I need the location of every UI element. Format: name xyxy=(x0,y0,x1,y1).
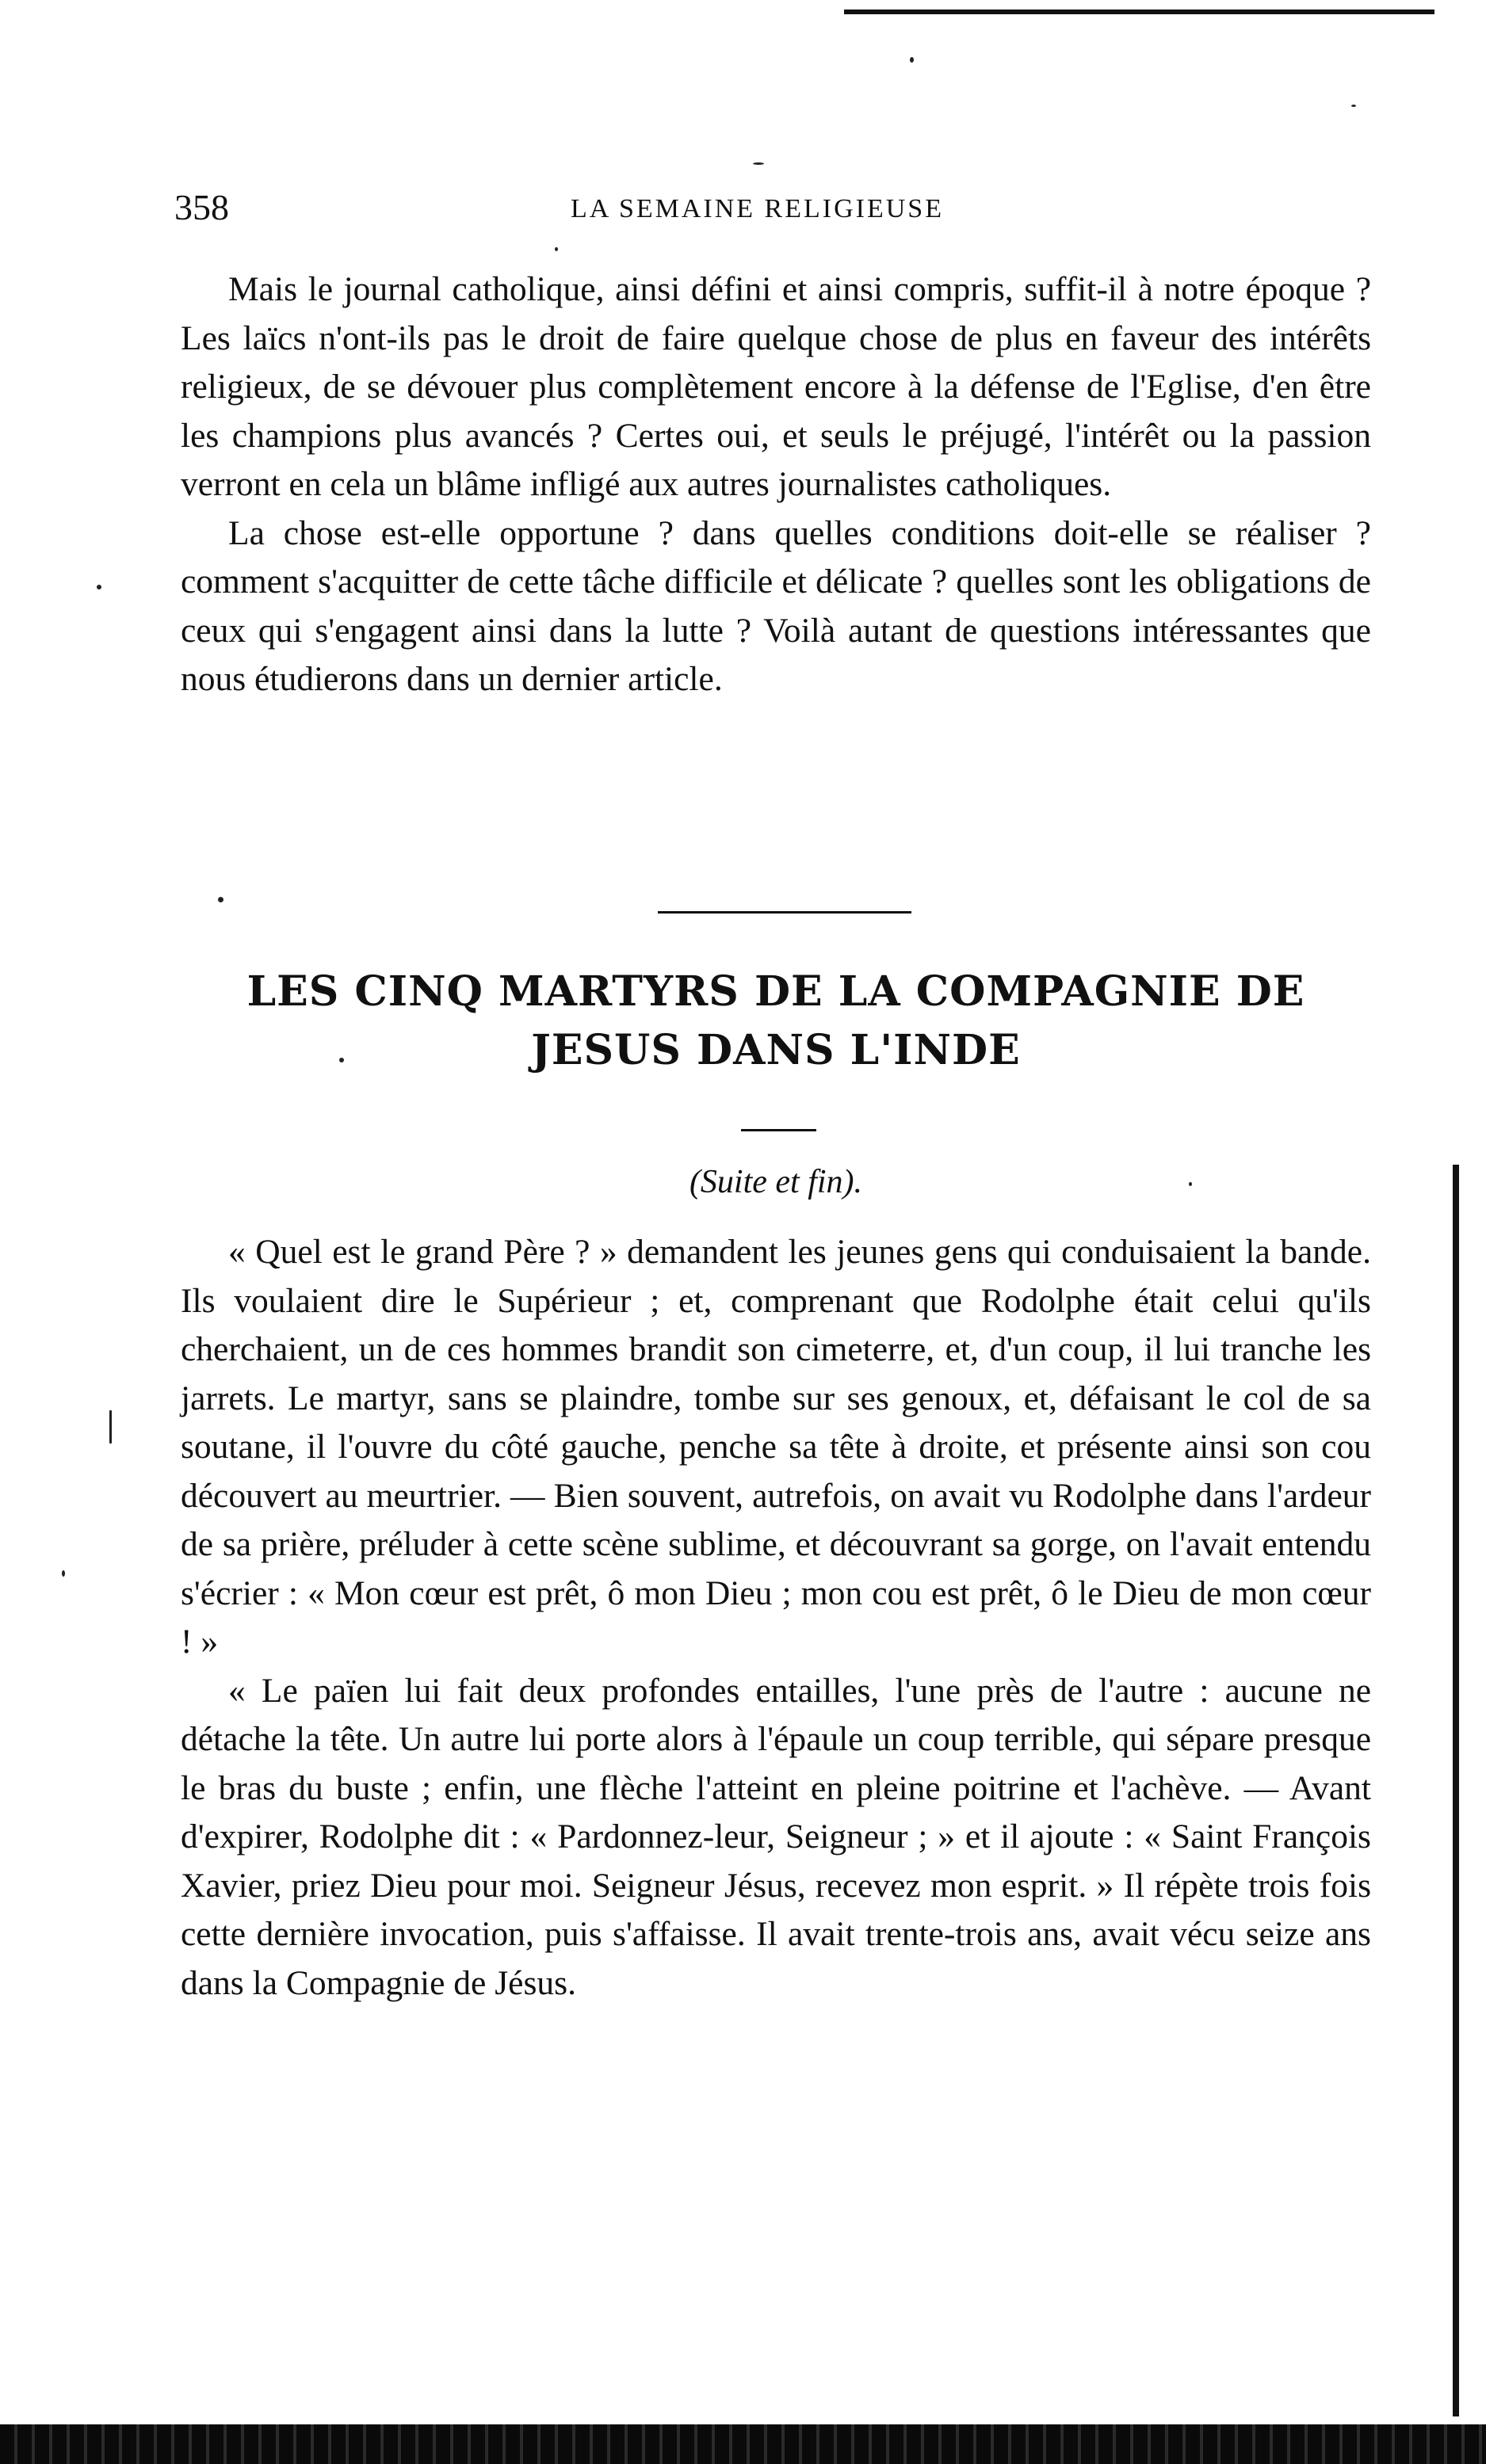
section-divider xyxy=(658,911,911,914)
article-conclusion xyxy=(181,265,1371,704)
scan-speck xyxy=(555,247,558,251)
paragraph: « Quel est le grand Père ? » demandent les jeunes gens qui conduisaient la bande. Ils voulaient dire le Supérieur ; et, comprenant que Rodolphe était celui qu'ils cherchaient, un de ces hommes brandit son cimeterre, et, d'un coup, il lui tranche les jarrets. Le martyr, sans se plaindre, tombe sur ses genoux, et, défaisant le col de sa soutane, il l'ouvre du côté gauche, penche sa tête à droite, et présente ainsi son cou découvert au meurtrier. — Bien souvent, autrefois, on avait vu Rodolphe dans l'ardeur de sa prière, préluder à cette scène sublime, et découvrant sa gorge, on l'avait entendu s'écrier : « Mon cœur est prêt, ô mon Dieu ; mon cou est prêt, ô le Dieu de mon cœur ! » xyxy=(181,1233,1371,1661)
scan-edge-rule-top xyxy=(844,10,1434,14)
article-title xyxy=(181,963,1371,1080)
scan-speck xyxy=(109,1410,112,1444)
paragraph: Mais le journal catholique, ainsi défini et ainsi compris, suffit-il à notre époque ? Les laïcs n'ont-ils pas le droit de faire quelque chose de plus en faveur des intérêts religieux, de se dévouer plus complètement encore à la défense de l'Eglise, d'en être les champions plus avancés ? Certes oui, et seuls le préjugé, l'intérêt ou la passion verront en cela un blâme infligé aux autres journalistes catholiques. xyxy=(181,270,1371,503)
scan-edge-band-bottom xyxy=(0,2424,1486,2464)
paragraph: « Le païen lui fait deux profondes entailles, l'une près de l'autre : aucune ne détache la tête. Un autre lui porte alors à l'épaule un coup terrible, qui sépare presque le bras du buste ; enfin, une flèche l'atteint en pleine poitrine et l'achève. — Avant d'expirer, Rodolphe dit : « Pardonnez-leur, Seigneur ; » et il ajoute : « Saint François Xavier, priez Dieu pour moi. Seigneur Jésus, recevez mon esprit. » Il répète trois fois cette dernière invocation, puis s'affaisse. Il avait trente-trois ans, avait vécu seize ans dans la Compagnie de Jésus. xyxy=(181,1671,1371,2002)
scan-edge-rule-right xyxy=(1453,1165,1459,2416)
running-header xyxy=(174,186,1379,242)
article-title-line: JESUS DANS L'INDE xyxy=(531,1026,1021,1074)
page-number: 358 xyxy=(174,187,229,227)
article-title-line: LES CINQ MARTYRS DE LA COMPAGNIE DE xyxy=(246,967,1305,1016)
article-subtitle: (Suite et fin). xyxy=(689,1164,863,1200)
scan-speck xyxy=(753,162,764,165)
scan-speck xyxy=(97,585,101,589)
scan-speck xyxy=(62,1570,65,1577)
running-title: LA SEMAINE RELIGIEUSE xyxy=(571,194,944,223)
scan-speck xyxy=(218,897,223,902)
scan-speck xyxy=(1351,105,1356,107)
article-body xyxy=(181,1228,1371,2008)
scan-speck xyxy=(910,57,914,63)
title-underline xyxy=(741,1129,816,1131)
paragraph: La chose est-elle opportune ? dans quelles conditions doit-elle se réaliser ? comment s'acquitter de cette tâche difficile et délicate ? quelles sont les obligations de ceux qui s'engagent ainsi dans la lutte ? Voilà autant de questions intéressantes que nous étudierons dans un dernier article. xyxy=(181,513,1371,698)
